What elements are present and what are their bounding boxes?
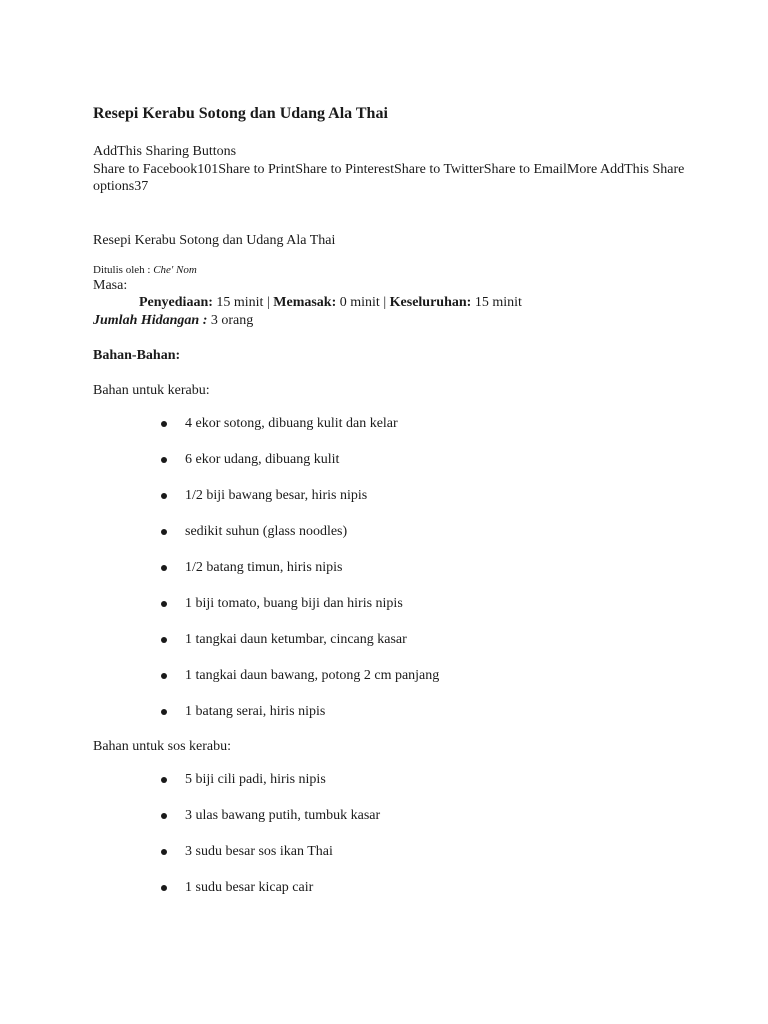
list-item (93, 595, 733, 613)
list-item-text: 1 biji tomato, buang biji dan hiris nipis (185, 596, 403, 611)
list-item (93, 523, 733, 541)
time-block (93, 277, 733, 330)
list-item (93, 667, 733, 685)
list-item (93, 487, 733, 505)
servings-label: Jumlah Hidangan : (93, 312, 208, 328)
bullet-icon (161, 421, 167, 427)
bullet-icon (161, 601, 167, 607)
bullet-icon (161, 885, 167, 891)
document-page (93, 104, 733, 897)
recipe-subtitle: Resepi Kerabu Sotong dan Udang Ala Thai (93, 232, 336, 248)
list-item (93, 703, 733, 721)
list-item (93, 415, 733, 433)
sauce-list (93, 771, 733, 897)
bullet-icon (161, 777, 167, 783)
list-item (93, 843, 733, 861)
list-item (93, 559, 733, 577)
time-details (93, 294, 733, 312)
list-item-text: 1 tangkai daun bawang, potong 2 cm panjang (185, 668, 440, 683)
bullet-icon (161, 457, 167, 463)
kerabu-list (93, 415, 733, 721)
author-name: Che' Nom (153, 263, 197, 276)
list-item-text: 1 tangkai daun ketumbar, cincang kasar (185, 632, 407, 647)
share-more-link[interactable]: More AddThis Share options37 (93, 161, 685, 194)
share-pinterest-link[interactable]: Share to Pinterest (295, 161, 394, 177)
list-item (93, 631, 733, 649)
total-label: Keseluruhan: (389, 295, 472, 310)
list-item-text: 1 sudu besar kicap cair (185, 880, 314, 895)
bullet-icon (161, 493, 167, 499)
cook-value: 0 minit | (336, 295, 390, 310)
list-item-text: 3 ulas bawang putih, tumbuk kasar (185, 808, 381, 823)
author-line (93, 263, 733, 277)
list-item (93, 771, 733, 789)
servings-line (93, 312, 733, 330)
share-buttons-block (93, 143, 733, 196)
page-title: Resepi Kerabu Sotong dan Udang Ala Thai (93, 105, 388, 122)
list-item-text: 3 sudu besar sos ikan Thai (185, 844, 333, 859)
list-item-text: 1/2 biji bawang besar, hiris nipis (185, 488, 368, 503)
ingredients-heading: Bahan-Bahan: (93, 348, 181, 363)
share-facebook-link[interactable]: Share to Facebook101 (93, 161, 219, 177)
bullet-icon (161, 565, 167, 571)
masa-label: Masa: (93, 277, 128, 293)
list-item-text: 4 ekor sotong, dibuang kulit dan kelar (185, 416, 398, 431)
cook-label: Memasak: (273, 295, 337, 310)
servings-value: 3 orang (207, 312, 254, 328)
bullet-icon (161, 813, 167, 819)
prep-label: Penyediaan: (139, 295, 213, 310)
share-links (93, 161, 733, 196)
bullet-icon (161, 637, 167, 643)
share-twitter-link[interactable]: Share to Twitter (393, 161, 484, 177)
list-item (93, 807, 733, 825)
prep-value: 15 minit | (212, 295, 274, 310)
share-print-link[interactable]: Share to Print (218, 161, 296, 177)
list-item (93, 451, 733, 469)
list-item-text: 1 batang serai, hiris nipis (185, 704, 326, 719)
kerabu-heading: Bahan untuk kerabu: (93, 382, 210, 398)
bullet-icon (161, 849, 167, 855)
bullet-icon (161, 673, 167, 679)
list-item-text: sedikit suhun (glass noodles) (185, 524, 348, 539)
share-heading: AddThis Sharing Buttons (93, 144, 237, 159)
bullet-icon (161, 709, 167, 715)
share-email-link[interactable]: Share to Email (483, 161, 567, 177)
total-value: 15 minit (471, 295, 522, 310)
bullet-icon (161, 529, 167, 535)
list-item-text: 1/2 batang timun, hiris nipis (185, 560, 343, 575)
sauce-heading: Bahan untuk sos kerabu: (93, 738, 232, 754)
list-item-text: 6 ekor udang, dibuang kulit (185, 452, 340, 467)
list-item (93, 879, 733, 897)
author-label: Ditulis oleh : (93, 263, 154, 276)
list-item-text: 5 biji cili padi, hiris nipis (185, 772, 326, 787)
